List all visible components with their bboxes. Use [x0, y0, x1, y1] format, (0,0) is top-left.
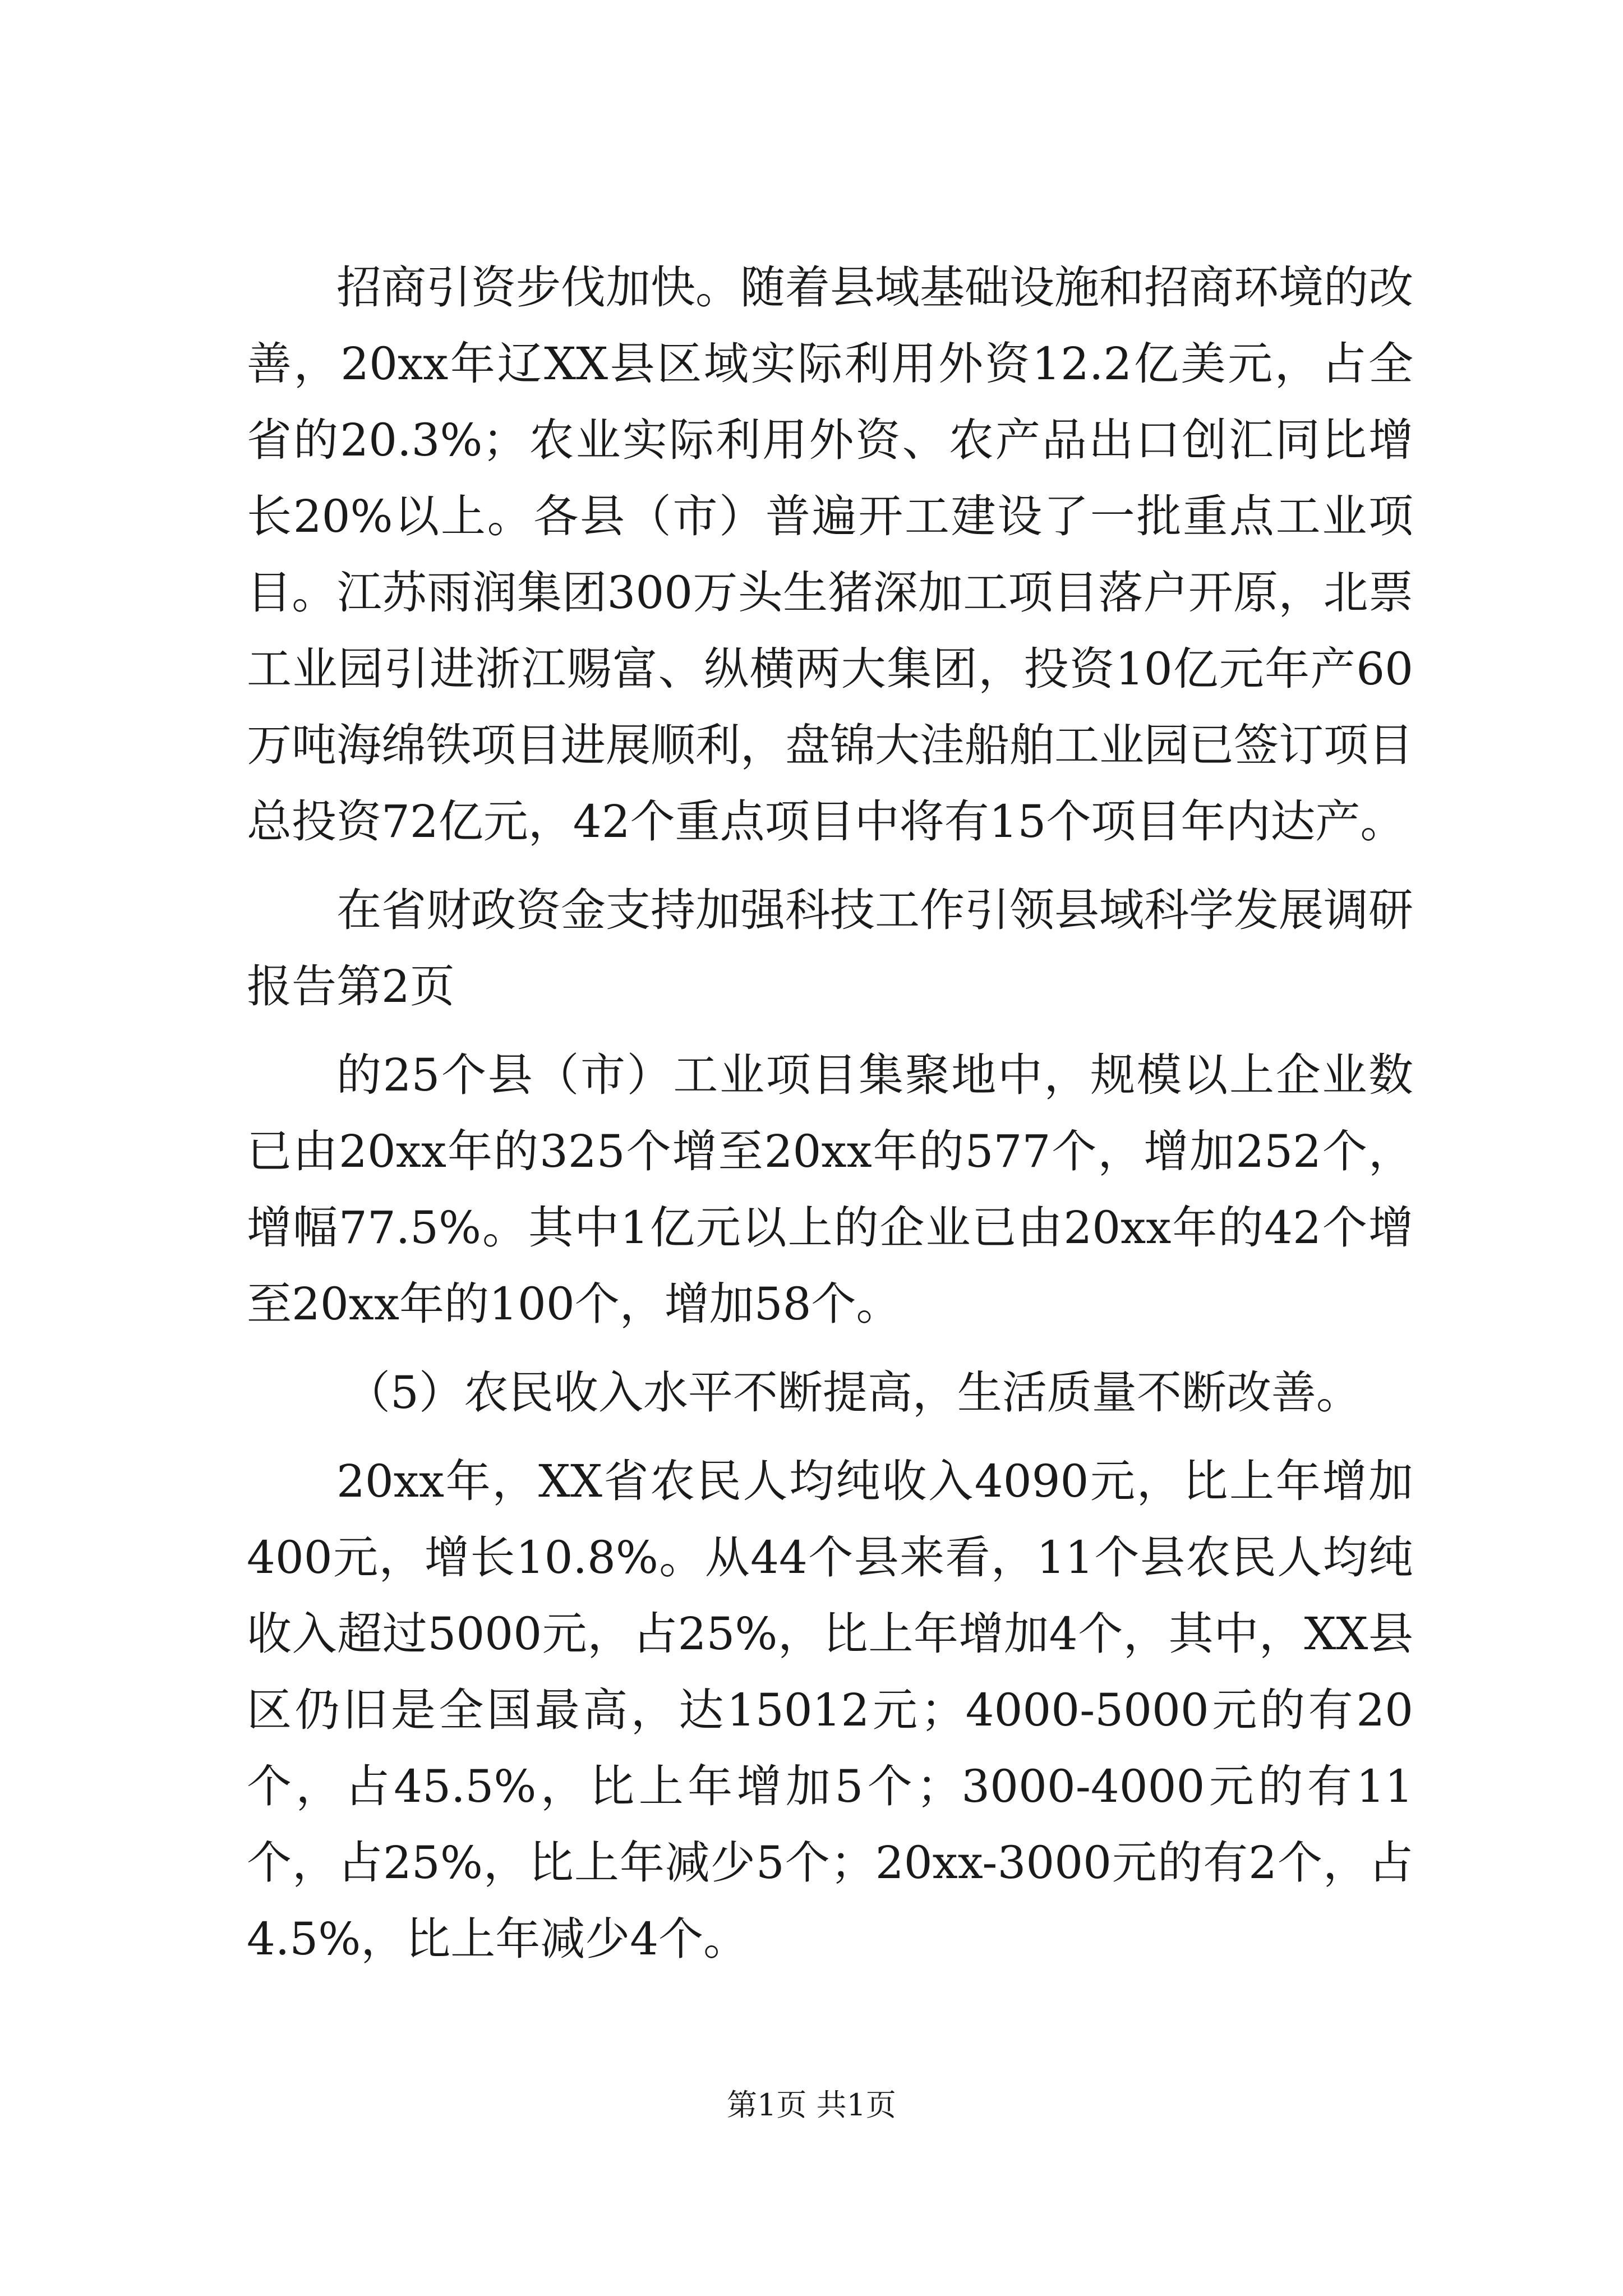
page-footer: 第1页 共1页	[727, 2087, 896, 2123]
document-body	[247, 250, 1413, 1990]
paragraph-farmer-income: 20xx年，XX省农民人均纯收入4090元，比上年增加400元，增长10.8%。从44个县来看，11个县农民人均纯收入超过5000元，占25%，比上年增加4个，其中，XX县区仍旧是全国最高，达15012元；4000-5000元的有20个，占45.5%，比上年增加5个；3000-4000元的有11个，占25%，比上年减少5个；20xx-3000元的有2个，占4.5%，比上年减少4个。	[247, 1455, 1413, 1965]
paragraph-section-heading: （5）农民收入水平不断提高，生活质量不断改善。	[345, 1366, 1361, 1419]
paragraph-report-title: 在省财政资金支持加强科技工作引领县域科学发展调研报告第2页	[247, 884, 1413, 1013]
paragraph-industrial-clusters: 的25个县（市）工业项目集聚地中，规模以上企业数已由20xx年的325个增至20xx年的577个，增加252个，增幅77.5%。其中1亿元以上的企业已由20xx年的42个增至20xx年的100个，增加58个。	[247, 1049, 1413, 1330]
paragraph-investment: 招商引资步伐加快。随着县域基础设施和招商环境的改善，20xx年辽XX县区域实际利用外资12.2亿美元，占全省的20.3%；农业实际利用外资、农产品出口创汇同比增长20%以上。各县（市）普遍开工建设了一批重点工业项目。江苏雨润集团300万头生猪深加工项目落户开原，北票工业园引进浙江赐富、纵横两大集团，投资10亿元年产60万吨海绵铁项目进展顺利，盘锦大洼船舶工业园已签订项目总投资72亿元，42个重点项目中将有15个项目年内达产。	[247, 261, 1413, 848]
